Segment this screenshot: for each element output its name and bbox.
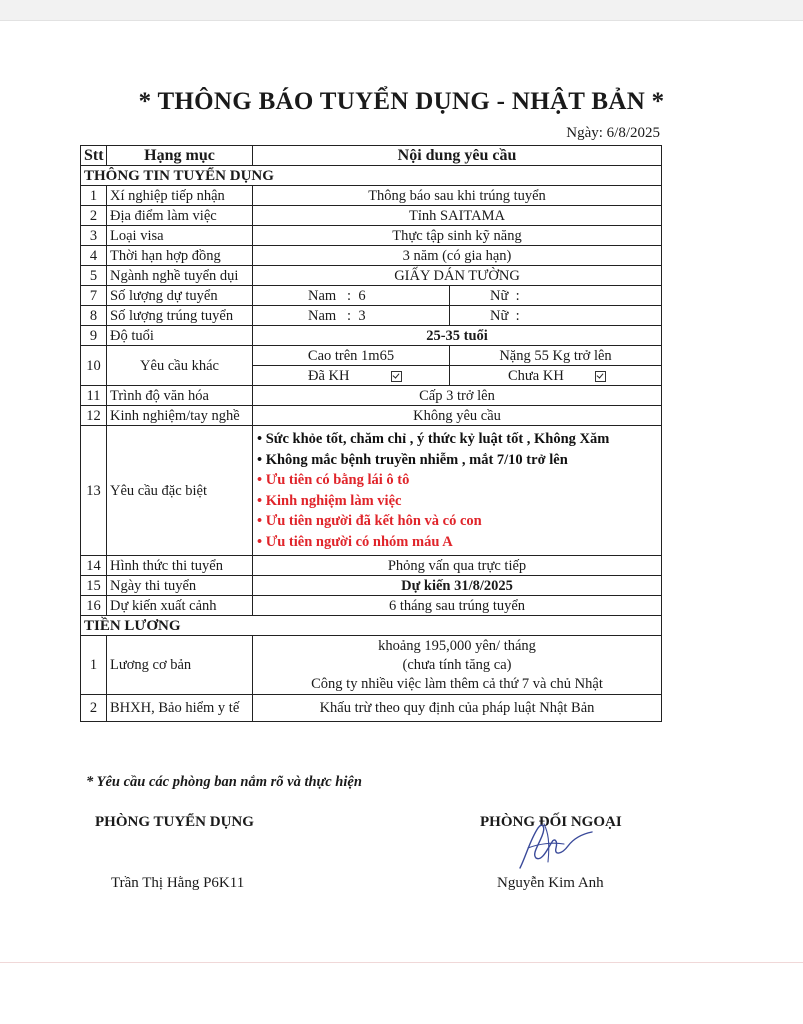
row-stt: 10 [81,346,107,386]
row-content: Dự kiến 31/8/2025 [253,576,662,596]
row-stt: 14 [81,556,107,576]
requirement-item: • Ưu tiên có bằng lái ô tô [257,472,410,488]
header-stt: Stt [81,146,107,166]
row-content: 3 năm (có gia hạn) [253,246,662,266]
row-content: Khấu trừ theo quy định của pháp luật Nhật Bản [253,695,662,722]
row-category: Độ tuổi [107,326,253,346]
table-row [81,226,662,246]
row-category: Địa điểm làm việc [107,206,253,226]
row-category: Hình thức thi tuyển [107,556,253,576]
row-category: Ngày thi tuyển [107,576,253,596]
top-shade [0,0,803,21]
row-stt: 7 [81,286,107,306]
row-category: Yêu cầu khác [107,346,253,386]
footnote: * Yêu cầu các phòng ban nắm rõ và thực hiện [86,774,362,790]
row-category: Dự kiến xuất cảnh [107,596,253,616]
row-stt: 2 [81,695,107,722]
table-row [81,576,662,596]
table-row [81,426,662,556]
section-salary [81,616,662,636]
height-requirement: Cao trên 1m65 [253,346,450,366]
requirement-item: • Sức khỏe tốt, chăm chỉ , ý thức kỷ luật tốt , Không Xăm [257,431,610,447]
recruitment-table [80,145,662,722]
single-option [450,366,662,386]
row-stt: 11 [81,386,107,406]
document-date: Ngày: 6/8/2025 [566,125,660,141]
table-row [81,346,662,366]
table-row [81,266,662,286]
male-count: Nam : 6 [253,286,450,306]
row-stt: 4 [81,246,107,266]
row-stt: 5 [81,266,107,286]
table-row [81,596,662,616]
header-category: Hạng mục [107,146,253,166]
table-row [81,186,662,206]
row-stt: 1 [81,186,107,206]
married-checkbox [391,371,402,382]
table-header [81,146,662,166]
row-content: Phỏng vấn qua trực tiếp [253,556,662,576]
female-count: Nữ : [450,286,662,306]
row-category: Xí nghiệp tiếp nhận [107,186,253,206]
row-category: Trình độ văn hóa [107,386,253,406]
row-category: Số lượng trúng tuyển [107,306,253,326]
male-count: Nam : 3 [253,306,450,326]
row-content: Tỉnh SAITAMA [253,206,662,226]
row-stt: 2 [81,206,107,226]
handwritten-signature [508,818,598,874]
salary-note: (chưa tính tăng ca) [402,656,512,673]
header-content: Nội dung yêu cầu [253,146,662,166]
row-category: Lương cơ bản [107,636,253,695]
table-row [81,636,662,695]
page-title: * THÔNG BÁO TUYỂN DỤNG - NHẬT BẢN * [138,88,665,115]
table-row [81,306,662,326]
special-requirements [253,426,662,556]
row-category: Loại visa [107,226,253,246]
row-content: Cấp 3 trở lên [253,386,662,406]
table-row [81,286,662,306]
row-category: Kinh nghiệm/tay nghề [107,406,253,426]
row-content: 25-35 tuổi [253,326,662,346]
salary-amount: khoảng 195,000 yên/ tháng [378,637,536,654]
row-stt: 13 [81,426,107,556]
section-title: THÔNG TIN TUYỂN DỤNG [81,166,662,186]
married-label: Đã KH [308,367,350,384]
single-label: Chưa KH [508,367,564,384]
row-content: Thông báo sau khi trúng tuyển [253,186,662,206]
section-recruitment-info [81,166,662,186]
foreign-affairs-signer-name: Nguyễn Kim Anh [497,875,604,891]
married-option [253,366,450,386]
recruitment-dept-title: PHÒNG TUYỂN DỤNG [95,814,254,830]
row-category: Ngành nghề tuyển dụi [107,266,253,286]
single-checkbox [595,371,606,382]
table-row [81,246,662,266]
row-stt: 8 [81,306,107,326]
salary-content [253,636,662,695]
row-category: Thời hạn hợp đồng [107,246,253,266]
recruitment-signer-name: Trần Thị Hằng P6K11 [111,875,245,891]
table-row [81,695,662,722]
row-content: Thực tập sinh kỹ năng [253,226,662,246]
table-row [81,326,662,346]
female-count: Nữ : [450,306,662,326]
row-category: Số lượng dự tuyển [107,286,253,306]
row-content: GIẤY DÁN TƯỜNG [253,266,662,286]
page-bottom-edge [0,962,803,963]
row-category: BHXH, Bảo hiểm y tế [107,695,253,722]
table-row [81,206,662,226]
requirement-item: • Ưu tiên người đã kết hôn và có con [257,513,482,529]
foreign-affairs-dept-title: PHÒNG ĐỐI NGOẠI [480,814,622,830]
row-stt: 9 [81,326,107,346]
weight-requirement: Nặng 55 Kg trở lên [450,346,662,366]
row-content: 6 tháng sau trúng tuyển [253,596,662,616]
table-row [81,386,662,406]
row-category: Yêu cầu đặc biệt [107,426,253,556]
requirement-item: • Ưu tiên người có nhóm máu A [257,533,453,550]
row-stt: 3 [81,226,107,246]
table-row [81,556,662,576]
row-content: Không yêu cầu [253,406,662,426]
row-stt: 1 [81,636,107,695]
requirement-item: • Kinh nghiệm làm việc [257,492,402,509]
row-stt: 15 [81,576,107,596]
row-stt: 12 [81,406,107,426]
table-row [81,406,662,426]
requirement-item: • Không mắc bệnh truyền nhiễm , mắt 7/10 trở lên [257,451,568,468]
section-title: TIỀN LƯƠNG [81,616,662,636]
row-stt: 16 [81,596,107,616]
overtime-note: Công ty nhiều việc làm thêm cả thứ 7 và chủ Nhật [311,675,603,692]
